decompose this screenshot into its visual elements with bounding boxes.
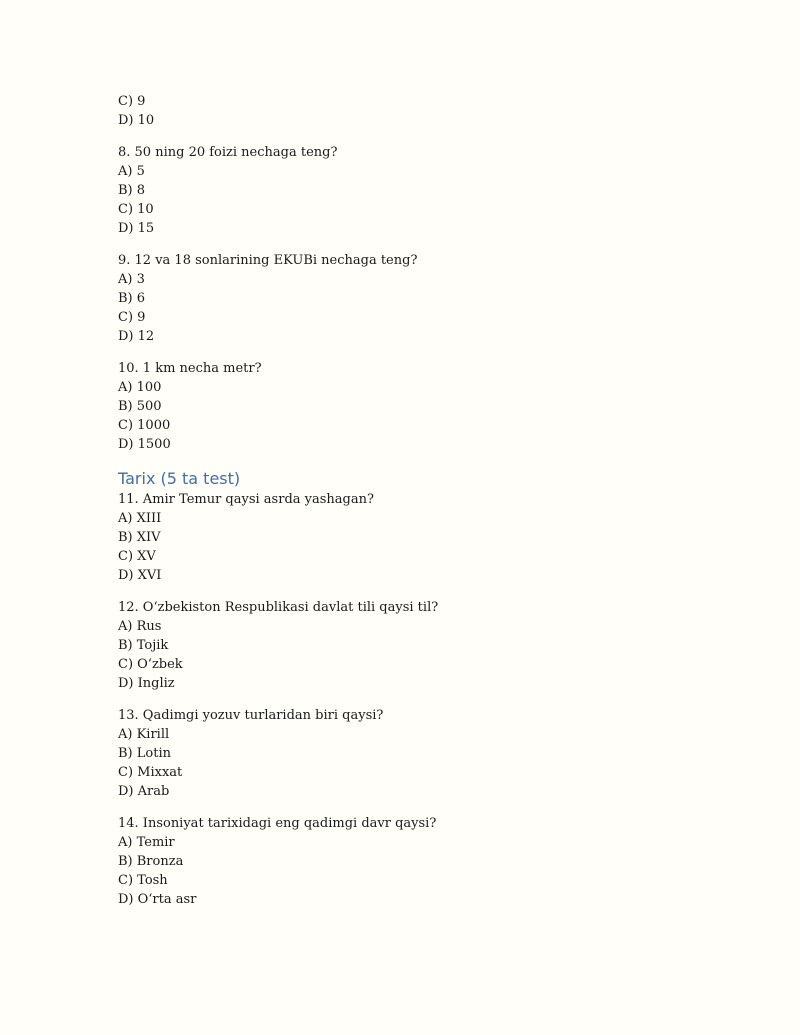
option: C) O‘zbek [118,657,183,672]
question-text: 11. Amir Temur qaysi asrda yashagan? [118,492,374,507]
option: D) 10 [118,113,155,128]
option: D) O‘rta asr [118,892,197,907]
option: D) 15 [118,221,155,236]
question-13 [118,706,738,801]
option: B) 6 [118,291,146,306]
question-9 [118,251,738,346]
question-text: 8. 50 ning 20 foizi nechaga teng? [118,145,338,160]
option: A) Rus [118,619,162,634]
question-12 [118,598,738,693]
option: A) 5 [118,164,145,179]
option: A) XIII [118,511,162,526]
question-text: 13. Qadimgi yozuv turlaridan biri qaysi? [118,708,384,723]
option: A) 3 [118,272,145,287]
option: B) Lotin [118,746,171,761]
option: D) 12 [118,329,155,344]
question-text: 12. O‘zbekiston Respublikasi davlat tili qaysi til? [118,600,439,615]
option: D) Arab [118,784,170,799]
option: C) 1000 [118,418,171,433]
option: B) XIV [118,530,161,545]
question-11 [118,490,738,585]
option: C) 9 [118,310,146,325]
question-text: 10. 1 km necha metr? [118,361,262,376]
option: C) 9 [118,94,146,109]
question-text: 9. 12 va 18 sonlarining EKUBi nechaga teng? [118,253,418,268]
question-text: 14. Insoniyat tarixidagi eng qadimgi davr qaysi? [118,816,437,831]
question-14 [118,814,738,909]
document-content [118,92,738,909]
option: D) 1500 [118,437,171,452]
option: B) Bronza [118,854,184,869]
question-8 [118,143,738,238]
option: B) 8 [118,183,146,198]
question-10 [118,359,738,454]
option: D) Ingliz [118,676,175,691]
option: B) Tojik [118,638,169,653]
option: A) Temir [118,835,175,850]
section-heading-tarix: Tarix (5 ta test) [118,469,241,488]
option: A) Kirill [118,727,170,742]
option: C) Tosh [118,873,168,888]
option: C) 10 [118,202,154,217]
option: B) 500 [118,399,162,414]
option: A) 100 [118,380,162,395]
option: C) XV [118,549,156,564]
option: C) Mixxat [118,765,183,780]
option: D) XVI [118,568,162,583]
continued-options [118,92,738,130]
